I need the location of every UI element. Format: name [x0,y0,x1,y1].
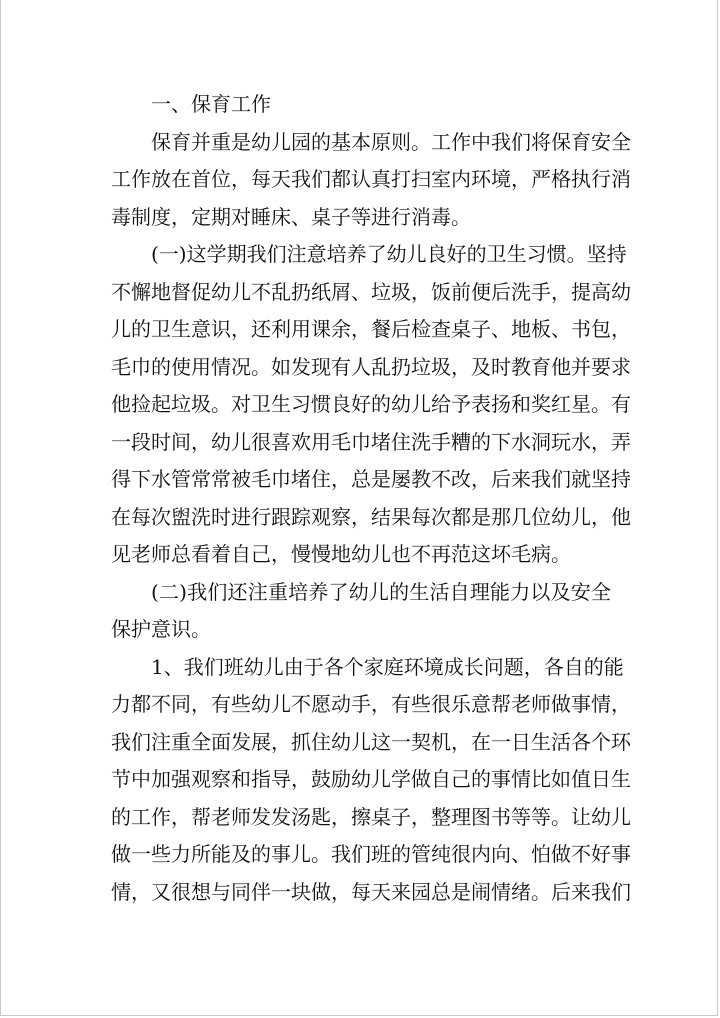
text-line: 情，又很想与同伴一块做，每天来园总是闹情绪。后来我们 [111,879,631,904]
text-line: 不懈地督促幼儿不乱扔纸屑、垃圾，饭前便后洗手，提高幼 [111,279,631,304]
text-line: 的工作，帮老师发发汤匙，擦桌子，整理图书等等。让幼儿 [111,804,631,829]
text-line: (二)我们还注重培养了幼儿的生活自理能力以及安全 [151,579,611,604]
text-line: (一)这学期我们注意培养了幼儿良好的卫生习惯。坚持 [151,242,627,266]
paragraph [111,124,631,237]
text-line: 儿的卫生意识，还利用课余，餐后检查桌子、地板、书包， [111,317,631,341]
text-line: 工作放在首位，每天我们都认真打扫室内环境，严格执行消 [111,167,631,191]
paragraph [111,236,631,574]
text-line: 得下水管常常被毛巾堵住，总是屡教不改，后来我们就坚持 [111,467,631,491]
text-line: 一段时间，幼儿很喜欢用毛巾堵住洗手糟的下水洞玩水，弄 [111,429,631,454]
text-line: 在每次盥洗时进行跟踪观察，结果每次都是那几位幼儿，他 [111,504,631,529]
paragraph [111,649,631,912]
text-line: 1、我们班幼儿由于各个家庭环境成长问题，各自的能 [151,654,624,679]
text-line: 保护意识。 [111,617,211,641]
text-line: 力都不同，有些幼儿不愿动手，有些很乐意帮老师做事情， [111,692,631,716]
paragraph [111,574,611,649]
text-line: 我们注重全面发展，抓住幼儿这一契机，在一日生活各个环 [111,729,631,754]
text-line: 节中加强观察和指导，鼓励幼儿学做自己的事情比如值日生 [111,767,631,791]
text-line: 毛巾的使用情况。如发现有人乱扔垃圾，及时教育他并要求 [111,354,631,379]
document-body [111,86,631,911]
text-line: 做一些力所能及的事儿。我们班的管纯很内向、怕做不好事 [111,842,631,866]
text-line: 见老师总看着自己，慢慢地幼儿也不再范这坏毛病。 [111,542,571,566]
text-line: 保育并重是幼儿园的基本原则。工作中我们将保育安全 [151,129,631,154]
text-line: 他捡起垃圾。对卫生习惯良好的幼儿给予表扬和奖红星。有 [111,392,631,416]
section-heading: 一、保育工作 [151,92,271,116]
text-line: 毒制度，定期对睡床、桌子等进行消毒。 [111,204,471,229]
